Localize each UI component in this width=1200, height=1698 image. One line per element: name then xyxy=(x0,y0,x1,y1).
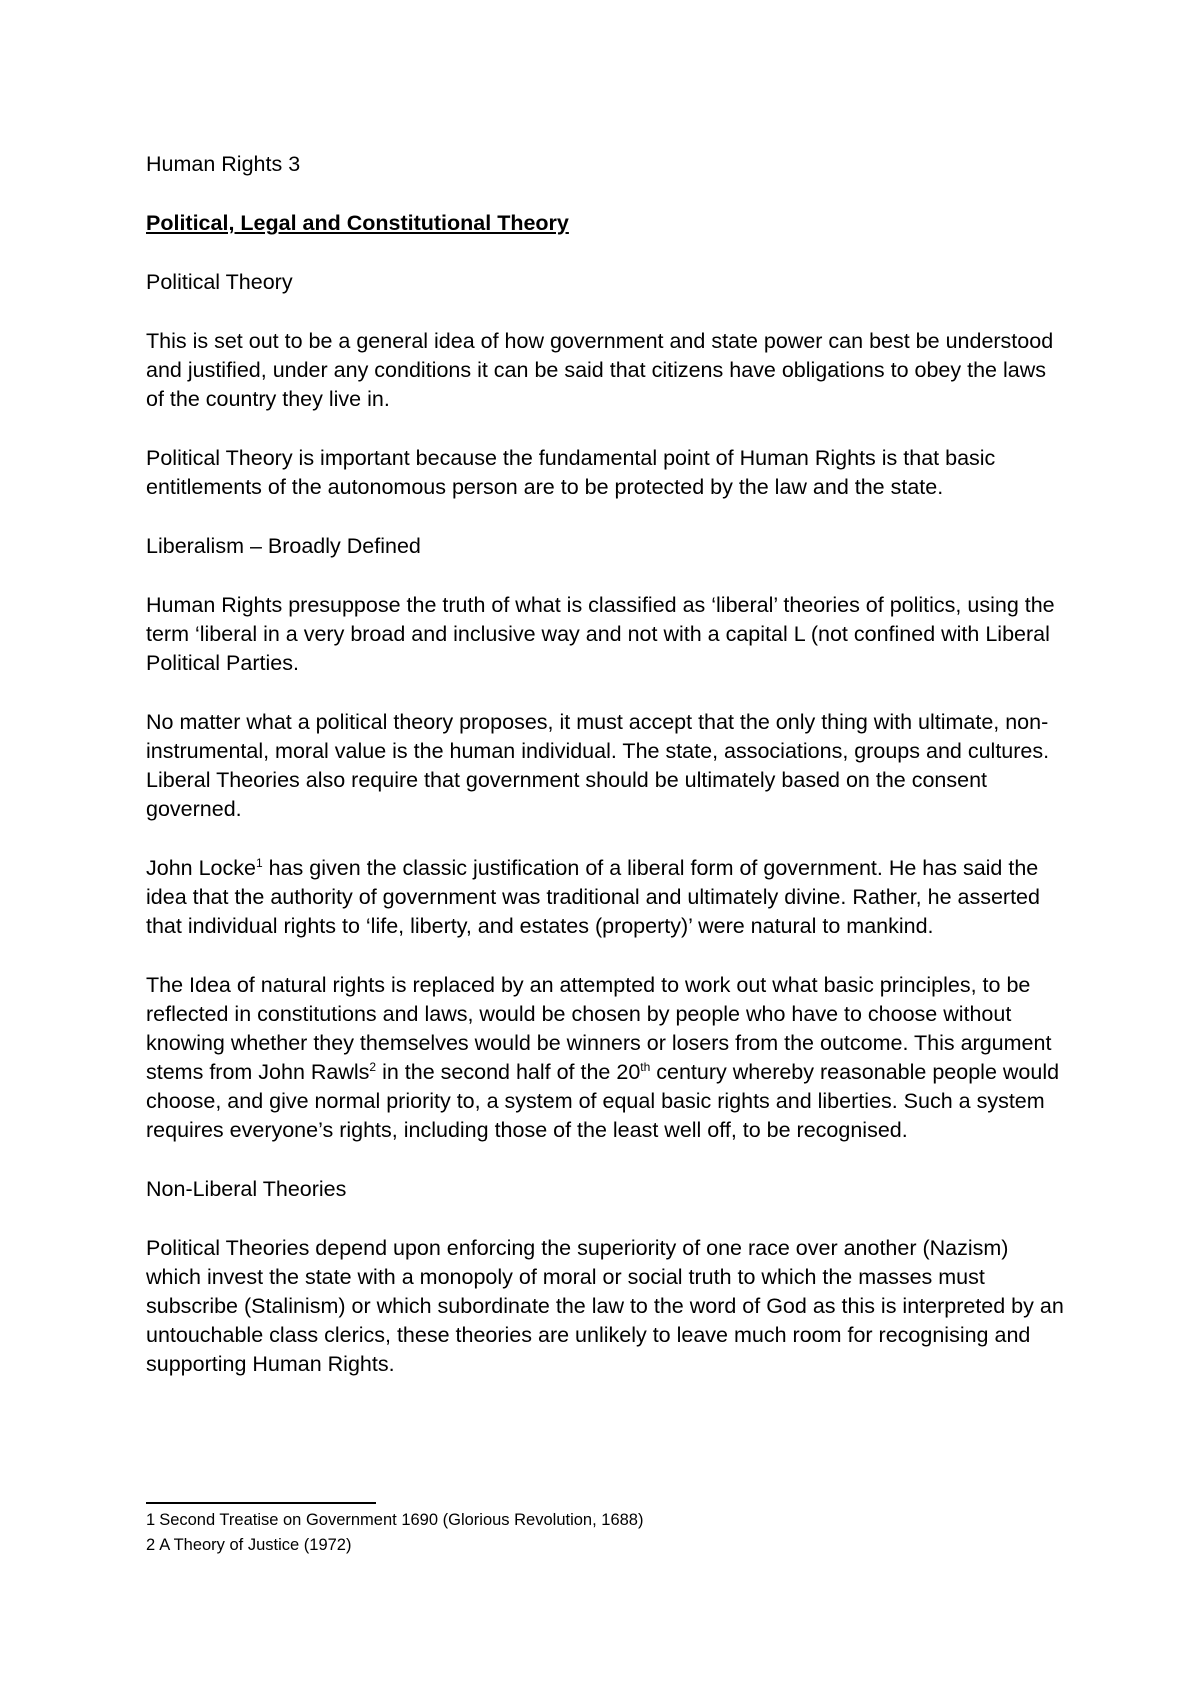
footnote-number: 1 xyxy=(146,1511,156,1529)
paragraph-3: Human Rights presuppose the truth of what is classified as ‘liberal’ theories of politics, using the term ‘liberal in a very broad and inclusive way and not with a capital L (not confined with Liberal Political Parties. xyxy=(146,593,1055,675)
paragraph-4: No matter what a political theory proposes, it must accept that the only thing with ultimate, non-instrumental, moral value is the human individual. The state, associations, groups and cultures. Liberal Theories also require that government should be ultimately based on the consent governed. xyxy=(146,710,1050,821)
ordinal-suffix: th xyxy=(640,1059,651,1074)
paragraph-6-middle: in the second half of the 20 xyxy=(376,1060,641,1084)
paragraph-6-start: The Idea of natural rights is replaced by an attempted to work out what basic principles, to be reflected in constitutions and laws, would be chosen by people who have to choose without knowing whether they themselves would be winners or losers from the outcome. This argument stems from John Rawls xyxy=(146,973,1052,1084)
paragraph-6 xyxy=(146,971,1066,1145)
footnote-number: 2 xyxy=(146,1536,156,1554)
paragraph-5 xyxy=(146,854,1066,941)
section-heading-text: Political, Legal and Constitutional Theory xyxy=(146,211,569,235)
footnote-2 xyxy=(146,1533,1066,1558)
footnote-1 xyxy=(146,1508,1066,1533)
subheading-non-liberal: Non-Liberal Theories xyxy=(146,1177,347,1201)
subheading-political-theory: Political Theory xyxy=(146,270,293,294)
document-body xyxy=(146,150,1066,1409)
paragraph-7: Political Theories depend upon enforcing the superiority of one race over another (Nazism) which invest the state with a monopoly of moral or social truth to which the masses must subscribe (Stalinism) or which subordinate the law to the word of God as this is interpreted by an untouchable class clerics, these theories are unlikely to leave much room for recognising and supporting Human Rights. xyxy=(146,1236,1064,1376)
footnote-text: A Theory of Justice (1972) xyxy=(159,1536,352,1554)
footnote-divider xyxy=(146,1502,376,1504)
footnotes xyxy=(146,1508,1066,1558)
paragraph-2: Political Theory is important because the fundamental point of Human Rights is that basic entitlements of the autonomous person are to be protected by the law and the state. xyxy=(146,446,996,499)
paragraph-5-start: John Locke xyxy=(146,856,256,880)
footnote-ref-2: 2 xyxy=(369,1059,377,1074)
paragraph-6-rest: century whereby reasonable people would choose, and give normal priority to, a system of equal basic rights and liberties. Such a system requires everyone’s rights, including those of the least well off, to be recognised. xyxy=(146,1060,1060,1142)
section-heading xyxy=(146,209,1066,238)
document-title: Human Rights 3 xyxy=(146,152,301,176)
footnote-text: Second Treatise on Government 1690 (Glorious Revolution, 1688) xyxy=(159,1511,644,1529)
footnote-ref-1: 1 xyxy=(255,855,263,870)
subheading-liberalism: Liberalism – Broadly Defined xyxy=(146,534,421,558)
paragraph-5-rest: has given the classic justification of a liberal form of government. He has said the idea that the authority of government was traditional and ultimately divine. Rather, he asserted that individual rights to ‘life, liberty, and estates (property)’ were natural to mankind. xyxy=(146,856,1040,938)
paragraph-1: This is set out to be a general idea of how government and state power can best be understood and justified, under any conditions it can be said that citizens have obligations to obey the laws of the country they live in. xyxy=(146,329,1054,411)
